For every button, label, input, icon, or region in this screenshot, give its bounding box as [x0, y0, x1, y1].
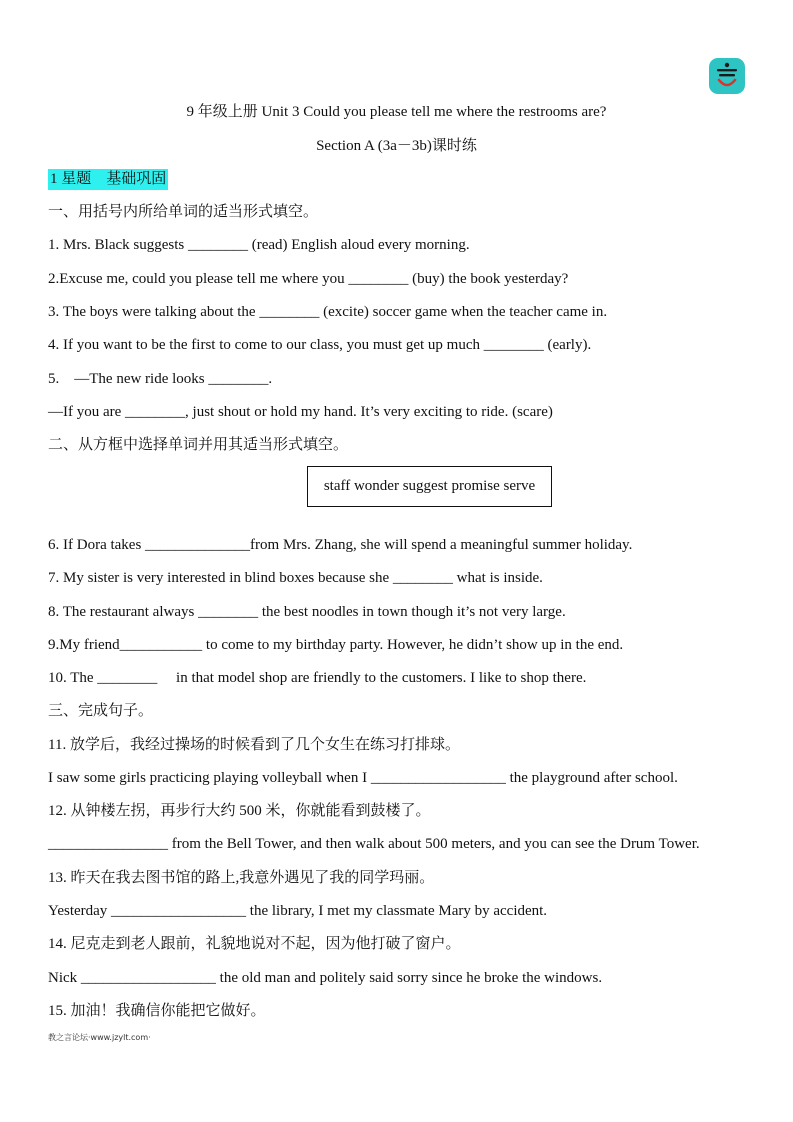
question-14-cn: 14. 尼克走到老人跟前，礼貌地说对不起，因为他打破了窗户。	[48, 936, 461, 952]
question-13-en: Yesterday __________________ the library, I met my classmate Mary by accident.	[48, 903, 548, 919]
question-11-cn: 11. 放学后，我经过操场的时候看到了几个女生在练习打排球。	[48, 737, 460, 753]
page-title: 9 年级上册 Unit 3 Could you please tell me where the restrooms are?	[186, 104, 607, 120]
question-9: 9.My friend___________ to come to my birthday party. However, he didn’t show up in the end.	[48, 637, 624, 653]
question-2: 2.Excuse me, could you please tell me where you ________ (buy) the book yesterday?	[48, 271, 569, 287]
section-2-heading: 二、从方框中选择单词并用其适当形式填空。	[48, 437, 349, 453]
page-subtitle: Section A (3a－3b)课时练	[316, 138, 477, 154]
level-label: 1 星题 基础巩固	[48, 170, 168, 188]
question-8: 8. The restaurant always ________ the best noodles in town though it’s not very large.	[48, 604, 566, 620]
question-12-cn: 12. 从钟楼左拐，再步行大约 500 米，你就能看到鼓楼了。	[48, 803, 431, 819]
question-1: 1. Mrs. Black suggests ________ (read) English aloud every morning.	[48, 237, 470, 253]
question-15-cn: 15. 加油！我确信你能把它做好。	[48, 1003, 266, 1019]
question-5a: 5. —The new ride looks ________.	[48, 371, 273, 387]
section-3-heading: 三、完成句子。	[48, 703, 154, 719]
word-box: staff wonder suggest promise serve	[307, 466, 552, 507]
question-14-en: Nick __________________ the old man and politely said sorry since he broke the windows.	[48, 970, 603, 986]
question-7: 7. My sister is very interested in blind boxes because she ________ what is inside.	[48, 570, 543, 586]
question-11-en: I saw some girls practicing playing volleyball when I __________________ the playground after school.	[48, 770, 678, 786]
question-13-cn: 13. 昨天在我去图书馆的路上,我意外遇见了我的同学玛丽。	[48, 870, 435, 886]
question-3: 3. The boys were talking about the ________ (excite) soccer game when the teacher came in.	[48, 304, 608, 320]
question-10: 10. The ________ in that model shop are friendly to the customers. I like to shop there.	[48, 670, 587, 686]
section-1-heading: 一、用括号内所给单词的适当形式填空。	[48, 204, 319, 220]
question-12-en: ________________ from the Bell Tower, and then walk about 500 meters, and you can see the Drum Tower.	[48, 836, 700, 852]
footer-source: 教之言论坛·www.jzylt.com·	[48, 1033, 151, 1042]
question-4: 4. If you want to be the first to come to our class, you must get up much ________ (early).	[48, 337, 592, 353]
question-5b: —If you are ________, just shout or hold my hand. It’s very exciting to ride. (scare)	[48, 404, 553, 420]
question-6: 6. If Dora takes ______________from Mrs. Zhang, she will spend a meaningful summer holiday.	[48, 537, 633, 553]
site-logo-icon	[709, 58, 745, 94]
